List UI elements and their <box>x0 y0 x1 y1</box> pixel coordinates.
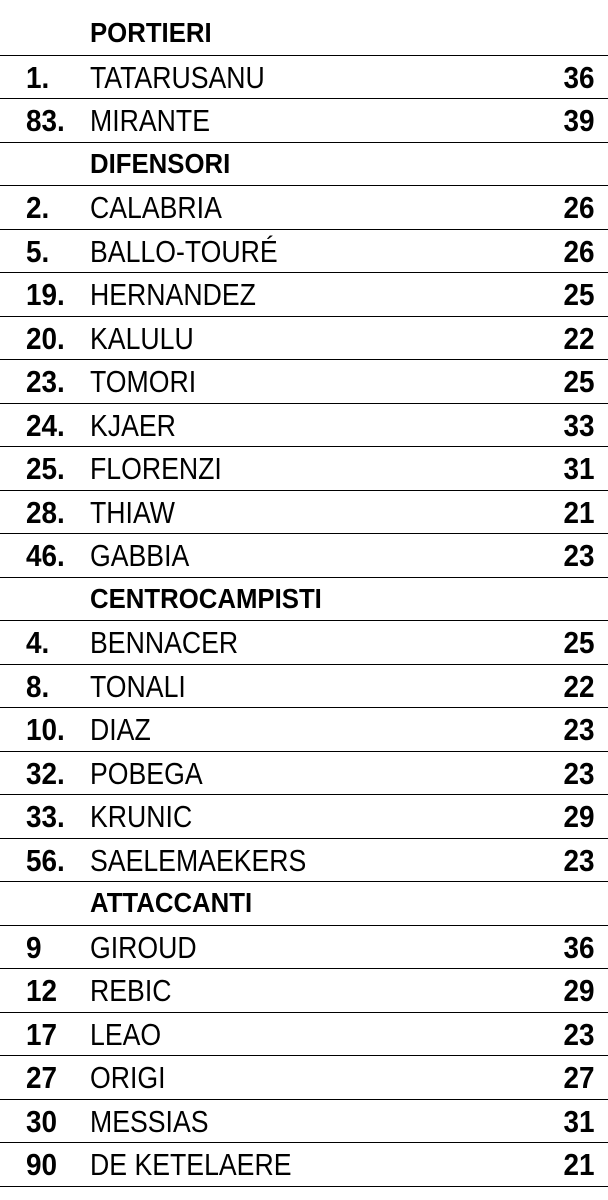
section-header-attaccanti <box>0 882 608 926</box>
player-number: 5. <box>26 233 50 269</box>
player-row <box>0 230 608 274</box>
player-age: 25 <box>562 364 594 399</box>
player-row <box>0 491 608 535</box>
player-name: MIRANTE <box>90 103 210 138</box>
player-age: 27 <box>562 1060 594 1095</box>
player-row <box>0 447 608 491</box>
player-age: 22 <box>562 668 594 704</box>
player-row <box>0 534 608 578</box>
player-number: 4. <box>26 625 50 660</box>
section-header-difensori <box>0 143 608 187</box>
player-name: TOMORI <box>90 364 197 399</box>
player-name: HERNANDEZ <box>90 277 256 312</box>
player-number: 10. <box>26 712 65 747</box>
player-row <box>0 273 608 317</box>
player-name: GIROUD <box>90 929 197 965</box>
player-age: 29 <box>562 973 594 1008</box>
player-name: KRUNIC <box>90 799 193 834</box>
player-row <box>0 969 608 1013</box>
player-name: ORIGI <box>90 1060 166 1095</box>
player-number: 1. <box>26 59 50 95</box>
player-name: KJAER <box>90 407 176 443</box>
player-age: 25 <box>562 625 594 660</box>
player-name: THIAW <box>90 494 175 530</box>
player-age: 23 <box>562 1016 594 1052</box>
player-row <box>0 360 608 404</box>
player-age: 23 <box>562 755 594 791</box>
player-number: 20. <box>26 320 65 356</box>
player-age: 29 <box>562 799 594 834</box>
player-number: 12 <box>26 973 58 1008</box>
player-number: 46. <box>26 538 65 573</box>
player-row <box>0 1143 608 1187</box>
player-name: TONALI <box>90 668 186 704</box>
player-age: 31 <box>562 1103 594 1139</box>
player-row <box>0 926 608 970</box>
section-header-portieri <box>0 12 608 56</box>
player-age: 23 <box>562 712 594 747</box>
player-name: TATARUSANU <box>90 59 265 95</box>
player-row <box>0 708 608 752</box>
section-title: CENTROCAMPISTI <box>90 582 322 614</box>
player-age: 23 <box>562 842 594 878</box>
player-number: 19. <box>26 277 65 312</box>
player-row <box>0 1056 608 1100</box>
player-age: 36 <box>562 59 594 95</box>
section-title: PORTIERI <box>90 17 212 48</box>
player-row <box>0 752 608 796</box>
player-age: 21 <box>562 1147 594 1182</box>
player-name: SAELEMAEKERS <box>90 842 307 878</box>
player-age: 25 <box>562 277 594 312</box>
player-row <box>0 99 608 143</box>
player-name: BENNACER <box>90 625 239 660</box>
player-age: 36 <box>562 929 594 965</box>
player-number: 8. <box>26 668 50 704</box>
player-name: BALLO-TOURÉ <box>90 233 278 269</box>
player-row <box>0 186 608 230</box>
player-row <box>0 621 608 665</box>
player-number: 32. <box>26 755 65 791</box>
player-age: 21 <box>562 494 594 530</box>
player-number: 24. <box>26 407 65 443</box>
player-row <box>0 1100 608 1144</box>
player-row <box>0 665 608 709</box>
player-number: 25. <box>26 451 65 486</box>
section-title: DIFENSORI <box>90 147 231 179</box>
player-age: 26 <box>562 233 594 269</box>
player-name: LEAO <box>90 1016 162 1052</box>
player-number: 56. <box>26 842 65 878</box>
player-name: POBEGA <box>90 755 203 791</box>
player-row <box>0 795 608 839</box>
player-row <box>0 404 608 448</box>
player-number: 9 <box>26 929 42 965</box>
player-age: 39 <box>562 103 594 138</box>
player-age: 31 <box>562 451 594 486</box>
player-age: 33 <box>562 407 594 443</box>
player-number: 2. <box>26 190 50 225</box>
player-row <box>0 317 608 361</box>
player-name: DIAZ <box>90 712 151 747</box>
player-name: CALABRIA <box>90 190 222 225</box>
player-row <box>0 839 608 883</box>
player-number: 28. <box>26 494 65 530</box>
section-title: ATTACCANTI <box>90 887 253 918</box>
player-number: 33. <box>26 799 65 834</box>
player-name: REBIC <box>90 973 172 1008</box>
player-number: 23. <box>26 364 65 399</box>
player-name: DE KETELAERE <box>90 1147 292 1182</box>
player-number: 90 <box>26 1147 58 1182</box>
player-number: 27 <box>26 1060 58 1095</box>
player-row <box>0 1013 608 1057</box>
player-row <box>0 56 608 100</box>
section-header-centrocampisti <box>0 578 608 622</box>
player-name: FLORENZI <box>90 451 222 486</box>
player-number: 83. <box>26 103 65 138</box>
player-name: KALULU <box>90 320 194 356</box>
player-name: MESSIAS <box>90 1103 209 1139</box>
player-number: 17 <box>26 1016 58 1052</box>
player-age: 22 <box>562 320 594 356</box>
player-number: 30 <box>26 1103 58 1139</box>
player-name: GABBIA <box>90 538 190 573</box>
player-age: 26 <box>562 190 594 225</box>
player-age: 23 <box>562 538 594 573</box>
